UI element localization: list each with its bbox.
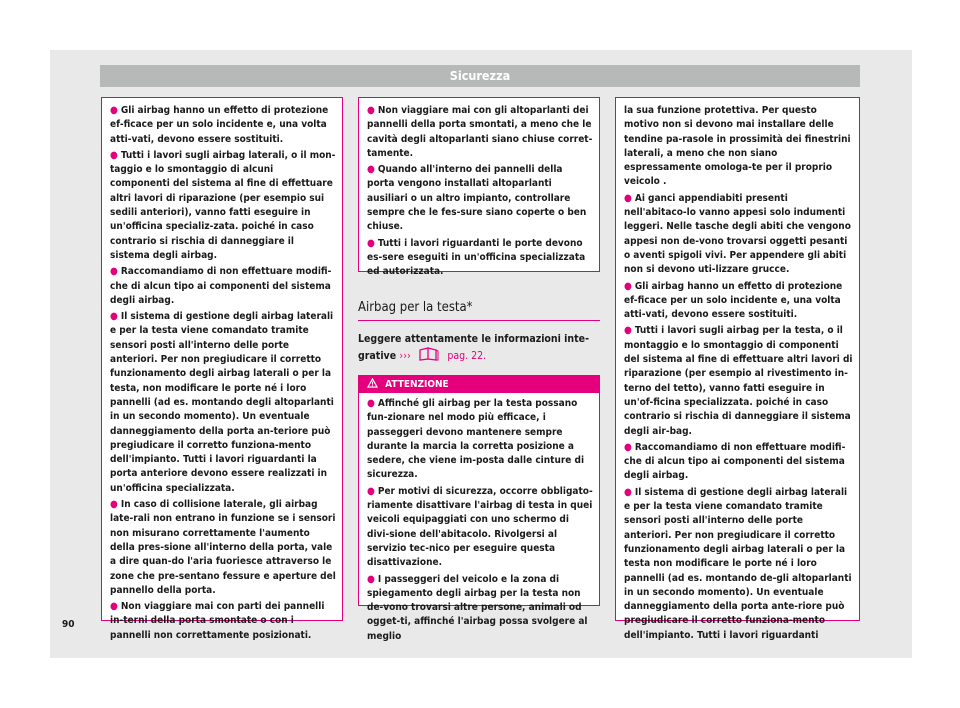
bullet-icon: ● [110, 266, 118, 278]
list-item: ● Tutti i lavori sugli airbag per la testa, o il montaggio e lo smontaggio di componenti del sistema al fine di effettuare altri lavori di riparazione (per esempio al rivestimento in-terno del tetto), vanno fatti eseguire in un'of-ficina specializzata. poiché in caso contrario si rischia di danneggiare il sistema degli air-bag. [624, 325, 853, 437]
list-item: ● Raccomandiamo di non effettuare modifi-che di alcun tipo ai componenti del sistema degli airbag. [110, 266, 332, 306]
section-title: Airbag per la testa* [358, 300, 473, 315]
warning-triangle-icon [367, 379, 381, 390]
list-item: ● Gli airbag hanno un effetto di protezione ef-ficace per un solo incidente e, una volta atti-vati, devono essere sostituiti. [110, 105, 329, 145]
list-item: ● Quando all'interno dei pannelli della porta vengono installati altoparlanti ausiliari o un altro impianto, controllare sempre che le fes-sure siano coperte o ben chiuse. [367, 164, 587, 233]
warning-body [359, 393, 599, 652]
list-item: ● Tutti i lavori riguardanti le porte devono es-sere eseguiti in un'officina specializzata ed autorizzata. [367, 237, 586, 278]
bullet-icon: ● [367, 485, 375, 497]
section-divider [358, 320, 600, 321]
book-icon [418, 347, 440, 366]
bullet-icon: ● [624, 192, 632, 204]
bullet-icon: ● [624, 486, 632, 498]
bullet-icon: ● [367, 398, 375, 409]
bullet-icon: ● [367, 573, 375, 585]
bullet-icon: ● [110, 311, 118, 323]
list-item: ● I passeggeri del veicolo e la zona di spiegamento degli airbag per la testa non de-vono trovarsi altre persone, animali od ogget-ti, affinché l'airbag possa svolgere al meglio [367, 573, 588, 642]
list-item: ● Ai ganci appendiabiti presenti nell'abitaco-lo vanno appesi solo indumenti leggeri. Nelle tasche degli abiti che vengono appesi non de-vono trovarsi oggetti pesanti o aventi spigoli vivi. Per appendere gli abiti non si devono uti-lizzare grucce. [624, 192, 851, 276]
warning-title: ATTENZIONE [385, 379, 449, 390]
bullet-icon: ● [367, 105, 375, 116]
bullet-icon: ● [110, 105, 118, 116]
notice-box-col1 [101, 97, 343, 641]
bullet-icon: ● [624, 441, 632, 453]
list-item: ● In caso di collisione laterale, gli airbag late-rali non entrano in funzione se i sensori non misurano correttamente l'aumento della pres-sione all'interno della porta, vale a dire quan-do l'aria fuoriesce attraverso le zone che pre-sentano fessure e aperture del pannello della porta. [110, 499, 336, 596]
bullet-icon: ● [367, 237, 375, 249]
bullet-icon: ● [110, 601, 118, 613]
warning-header [359, 376, 599, 393]
bullet-icon: ● [624, 280, 632, 292]
bullet-icon: ● [110, 499, 118, 511]
list-item: ● Per motivi di sicurezza, occorre obbligato-riamente disattivare l'airbag di testa in quei veicoli equipaggiati con uno schermo di divi-sione dell'abitacolo. Rivolgersi al servizio tec-nico per eseguire questa disattivazione. [367, 485, 593, 569]
continuation-text: la sua funzione protettiva. Per questo motivo non si devono mai installare delle tendine pa-rasole in prossimità dei finestrini laterali, a meno che non siano espressamente omologa-te per il proprio veicolo . [624, 105, 851, 188]
page-number: 90 [62, 619, 75, 630]
list-item: ● Il sistema di gestione degli airbag laterali e per la testa viene comandato tramite sensori posti all'interno delle porte anteriori. Per non pregiudicare il corretto funzionamento degli airbag laterali o per la testa, non modificare le porte né i loro pannelli (ad es. montando degli altoparlanti in un secondo momento). Un eventuale danneggiamento della porta an-teriore può pregiudicare il corretto funziona-mento dell'impianto. Tutti i lavori riguardanti la porta anteriore devono essere realizzati in un'officina specializzata. [110, 311, 334, 494]
bullet-icon: ● [367, 164, 375, 176]
list-item: ● Il sistema di gestione degli airbag laterali e per la testa viene comandato tramite sensori posti all'interno delle porte anteriori. Per non pregiudicare il corretto funzionamento degli airbag laterali o per la testa non modificare le porte né i loro pannelli (ad es. montando de-gli altoparlanti in un secondo momento). Un eventuale danneggiamento della porta ante-riore può pregiudicare il corretto funziona-mento dell'impianto. Tutti i lavori riguardanti [624, 486, 852, 641]
bullet-icon: ● [110, 149, 118, 161]
notice-box-col3 [615, 97, 860, 641]
reference-arrows: ››› [399, 350, 411, 362]
list-item: ● Tutti i lavori sugli airbag laterali, o il mon-taggio e lo smontaggio di alcuni componenti del sistema al fine di effettuare altri lavori di riparazione (per esempio sui sedili anteriori), vanno fatti eseguire in un'officina specializ-zata. poiché in caso contrario si rischia di danneggiare il sistema degli airbag. [110, 149, 336, 261]
page-header: Sicurezza [100, 65, 860, 87]
warning-box [358, 375, 600, 642]
notice-box-col2 [358, 97, 600, 278]
page-reference-link[interactable]: pag. 22. [447, 350, 487, 362]
list-item: ● Non viaggiare mai con gli altoparlanti dei pannelli della porta smontati, a meno che le cavità degli altoparlanti siano chiuse corret-tamente. [367, 105, 593, 159]
intro-paragraph: Leggere attentamente le informazioni inte-grative ››› pag. 22. [358, 332, 608, 366]
bullet-icon: ● [624, 325, 632, 337]
list-item: ● Affinché gli airbag per la testa possano fun-zionare nel modo più efficace, i passeggeri devono mantenere sempre durante la marcia la corretta posizione a sedere, che viene im-posta dalle cinture di sicurezza. [367, 398, 585, 481]
list-item: ● Raccomandiamo di non effettuare modifi-che di alcun tipo ai componenti del sistema degli airbag. [624, 441, 846, 482]
list-item: ● Gli airbag hanno un effetto di protezione ef-ficace per un solo incidente e, una volta atti-vati, devono essere sostituiti. [624, 280, 843, 321]
list-item: ● Non viaggiare mai con parti dei pannelli in-terni della porta smontate o con i pannelli non correttamente posizionati. [110, 601, 325, 641]
